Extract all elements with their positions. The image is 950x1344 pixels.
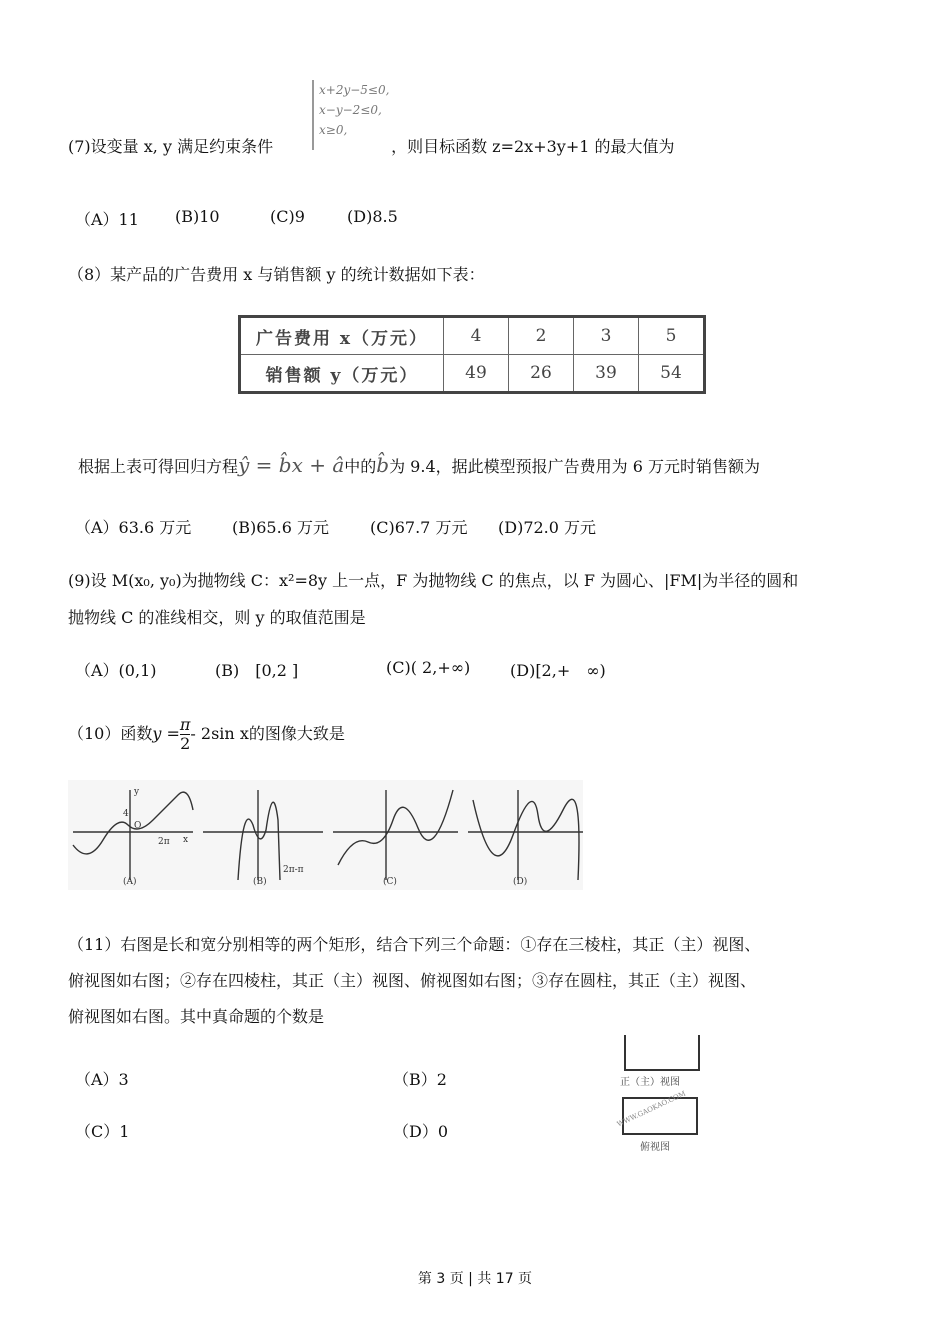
row-label: 广告费用 x（万元） xyxy=(240,317,444,355)
q11-option-d: （D）0 xyxy=(393,1122,449,1141)
q7-option-c: (C)9 xyxy=(270,207,305,226)
q8-option-c: (C)67.7 万元 xyxy=(370,518,468,537)
q9-line2: 抛物线 C 的准线相交，则 y 的取值范围是 xyxy=(68,608,366,627)
handwritten-note: 2π-π xyxy=(283,865,304,875)
front-view-rect xyxy=(624,1035,700,1071)
cell: 26 xyxy=(509,355,574,393)
q11-option-a: （A）3 xyxy=(75,1070,129,1089)
constraint-1: x+2y−5≤0, xyxy=(319,83,390,97)
q10-y: y = xyxy=(152,724,180,743)
denominator: 2 xyxy=(180,734,191,753)
q7-stem xyxy=(68,134,675,157)
b-hat: b̂ xyxy=(376,453,390,477)
q7-option-a: （A）11 xyxy=(75,210,139,229)
q7-option-b: (B)10 xyxy=(175,207,220,226)
constraint-2: x−y−2≤0, xyxy=(319,103,382,117)
q9-option-b: (B) [0,2 ] xyxy=(215,661,299,680)
q11-line3: 俯视图如右图。其中真命题的个数是 xyxy=(68,1007,325,1026)
cell: 39 xyxy=(574,355,639,393)
table-row xyxy=(240,355,705,393)
q11-option-c: （C）1 xyxy=(75,1122,130,1141)
q9-line1: (9)设 M(x₀, y₀)为抛物线 C：x²=8y 上一点，F 为抛物线 C 的焦点，以 F 为圆心、|FM|为半径的圆和 xyxy=(68,571,799,590)
tick-x: 2π xyxy=(158,837,170,847)
cell: 4 xyxy=(444,317,509,355)
axis-x-label: x xyxy=(183,835,189,845)
constraint-3: x≥0, xyxy=(319,123,348,137)
graph-label-b: (B) xyxy=(253,877,267,887)
q10-prefix: （10）函数 xyxy=(68,724,153,743)
q8-option-d: (D)72.0 万元 xyxy=(498,518,597,537)
data-table xyxy=(238,315,706,394)
q10-rest: - 2sin x xyxy=(190,724,249,743)
q8-stem: （8）某产品的广告费用 x 与销售额 y 的统计数据如下表： xyxy=(68,265,485,284)
fraction xyxy=(180,716,191,753)
q8-option-b: (B)65.6 万元 xyxy=(232,518,329,537)
axis-y-label: y xyxy=(134,787,140,797)
page-footer: 第 3 页 | 共 17 页 xyxy=(417,1271,533,1287)
table-row xyxy=(240,317,705,355)
q8-text-a: 根据上表可得回归方程 xyxy=(78,457,239,476)
q9-option-a: （A）(0,1) xyxy=(75,661,157,680)
q7-option-d: (D)8.5 xyxy=(347,207,398,226)
q8-text-b: 中的 xyxy=(344,457,377,476)
q11-option-b: （B）2 xyxy=(393,1070,447,1089)
q10-stem xyxy=(68,716,345,753)
origin: O xyxy=(134,821,142,831)
graph-label-a: (A) xyxy=(123,877,137,887)
q8-text xyxy=(78,453,760,477)
q11-line2: 俯视图如右图；②存在四棱柱，其正（主）视图、俯视图如右图；③存在圆柱，其正（主）视图、 xyxy=(68,971,757,990)
three-view-figure xyxy=(612,1035,704,1155)
q9-option-c: (C)( 2,+∞) xyxy=(386,658,471,677)
graph-label-d: (D) xyxy=(513,877,528,887)
tick-y: 4 xyxy=(123,809,129,819)
function-graphs xyxy=(68,780,583,890)
q8-text-c: 为 9.4，据此模型预报广告费用为 6 万元时销售额为 xyxy=(389,457,760,476)
front-view-label: 正（主）视图 xyxy=(620,1077,680,1088)
cell: 49 xyxy=(444,355,509,393)
cell: 2 xyxy=(509,317,574,355)
q11-line1: （11）右图是长和宽分别相等的两个矩形，结合下列三个命题：①存在三棱柱，其正（主）视图、 xyxy=(68,935,761,954)
q9-option-d: (D)[2,+ ∞) xyxy=(510,661,606,680)
watermark: WWW.GAOKAO.COM xyxy=(615,1089,687,1129)
q7-stem-b: ，则目标函数 z=2x+3y+1 的最大值为 xyxy=(391,137,675,156)
top-view-label: 俯视图 xyxy=(640,1142,670,1153)
graph-label-c: (C) xyxy=(383,877,397,887)
q7-stem-a: (7)设变量 x, y 满足约束条件 xyxy=(68,137,274,156)
regression-equation: ŷ = b̂x + â xyxy=(238,453,345,477)
cell: 54 xyxy=(639,355,705,393)
row-label: 销售额 y（万元） xyxy=(240,355,444,393)
numerator: π xyxy=(179,715,191,734)
cell: 5 xyxy=(639,317,705,355)
q8-option-a: （A）63.6 万元 xyxy=(75,518,192,537)
cell: 3 xyxy=(574,317,639,355)
q10-suffix: 的图像大致是 xyxy=(248,724,345,743)
